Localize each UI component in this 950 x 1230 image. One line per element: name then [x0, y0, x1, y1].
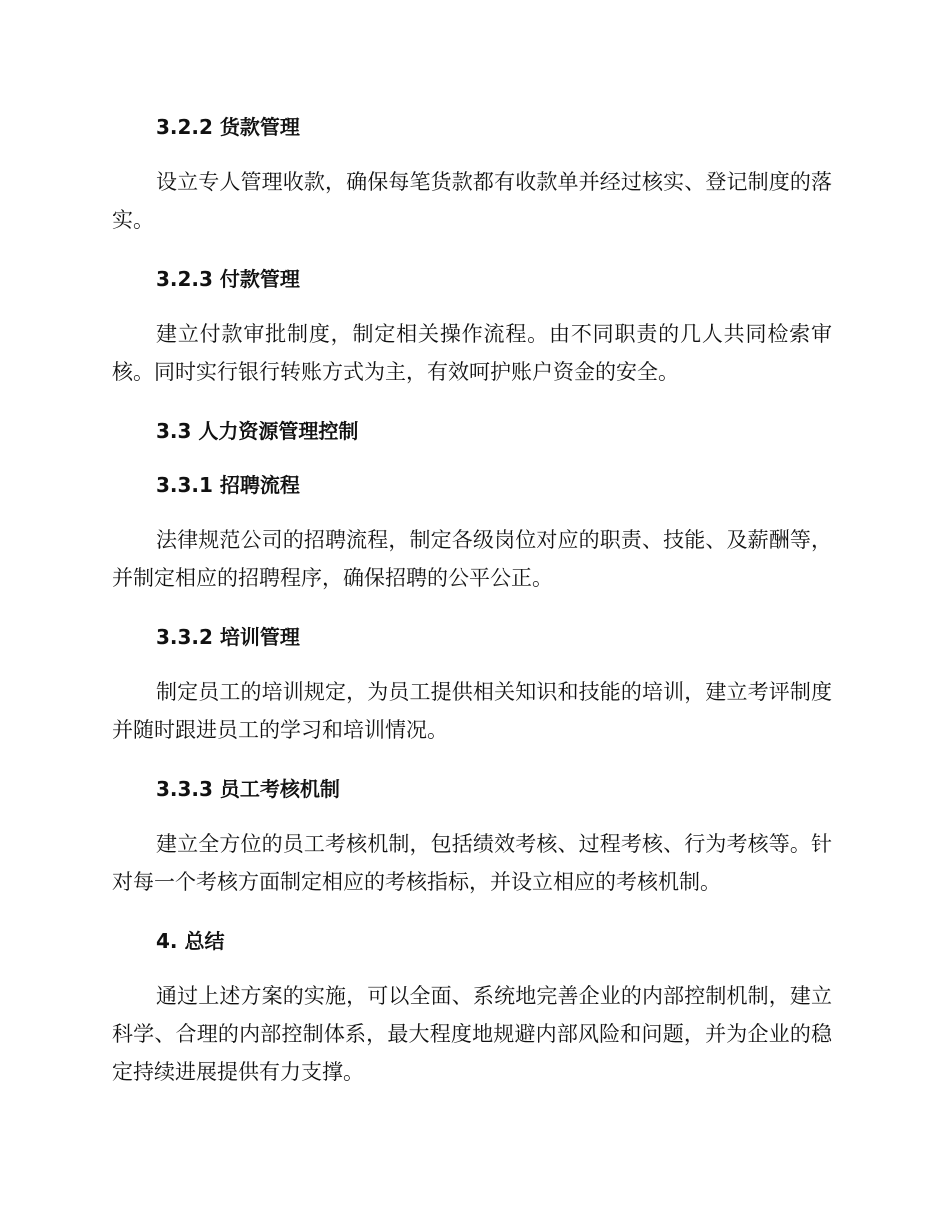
section-heading-3-3-2: 3.3.2 培训管理 [156, 625, 300, 649]
paragraph-text: 建立付款审批制度，制定相关操作流程。由不同职责的几人共同检索审核。同时实行银行转账方式为主，有效呵护账户资金的安全。 [112, 322, 832, 384]
section-heading-3-3-3: 3.3.3 员工考核机制 [156, 777, 340, 801]
section-heading-4: 4. 总结 [156, 929, 225, 953]
section-heading-3-3-1: 3.3.1 招聘流程 [156, 473, 300, 497]
section-paragraph-3-3-3 [112, 825, 832, 901]
paragraph-text: 通过上述方案的实施，可以全面、系统地完善企业的内部控制机制，建立科学、合理的内部控制体系，最大程度地规避内部风险和问题，并为企业的稳定持续进展提供有力支撑。 [112, 984, 832, 1084]
section-paragraph-3-3-2 [112, 673, 832, 749]
paragraph-text: 建立全方位的员工考核机制，包括绩效考核、过程考核、行为考核等。针对每一个考核方面制定相应的考核指标，并设立相应的考核机制。 [112, 832, 832, 894]
section-heading-3-2-2: 3.2.2 货款管理 [156, 115, 300, 139]
paragraph-text: 设立专人管理收款，确保每笔货款都有收款单并经过核实、登记制度的落实。 [112, 170, 832, 232]
section-heading-3-3: 3.3 人力资源管理控制 [156, 419, 359, 443]
section-paragraph-3-2-3 [112, 315, 832, 391]
paragraph-text: 法律规范公司的招聘流程，制定各级岗位对应的职责、技能、及薪酬等，并制定相应的招聘程序，确保招聘的公平公正。 [112, 528, 832, 590]
paragraph-text: 制定员工的培训规定，为员工提供相关知识和技能的培训，建立考评制度并随时跟进员工的学习和培训情况。 [112, 680, 832, 742]
section-paragraph-3-3-1 [112, 521, 832, 597]
section-heading-3-2-3: 3.2.3 付款管理 [156, 267, 300, 291]
section-paragraph-3-2-2 [112, 163, 832, 239]
section-paragraph-4 [112, 977, 832, 1091]
